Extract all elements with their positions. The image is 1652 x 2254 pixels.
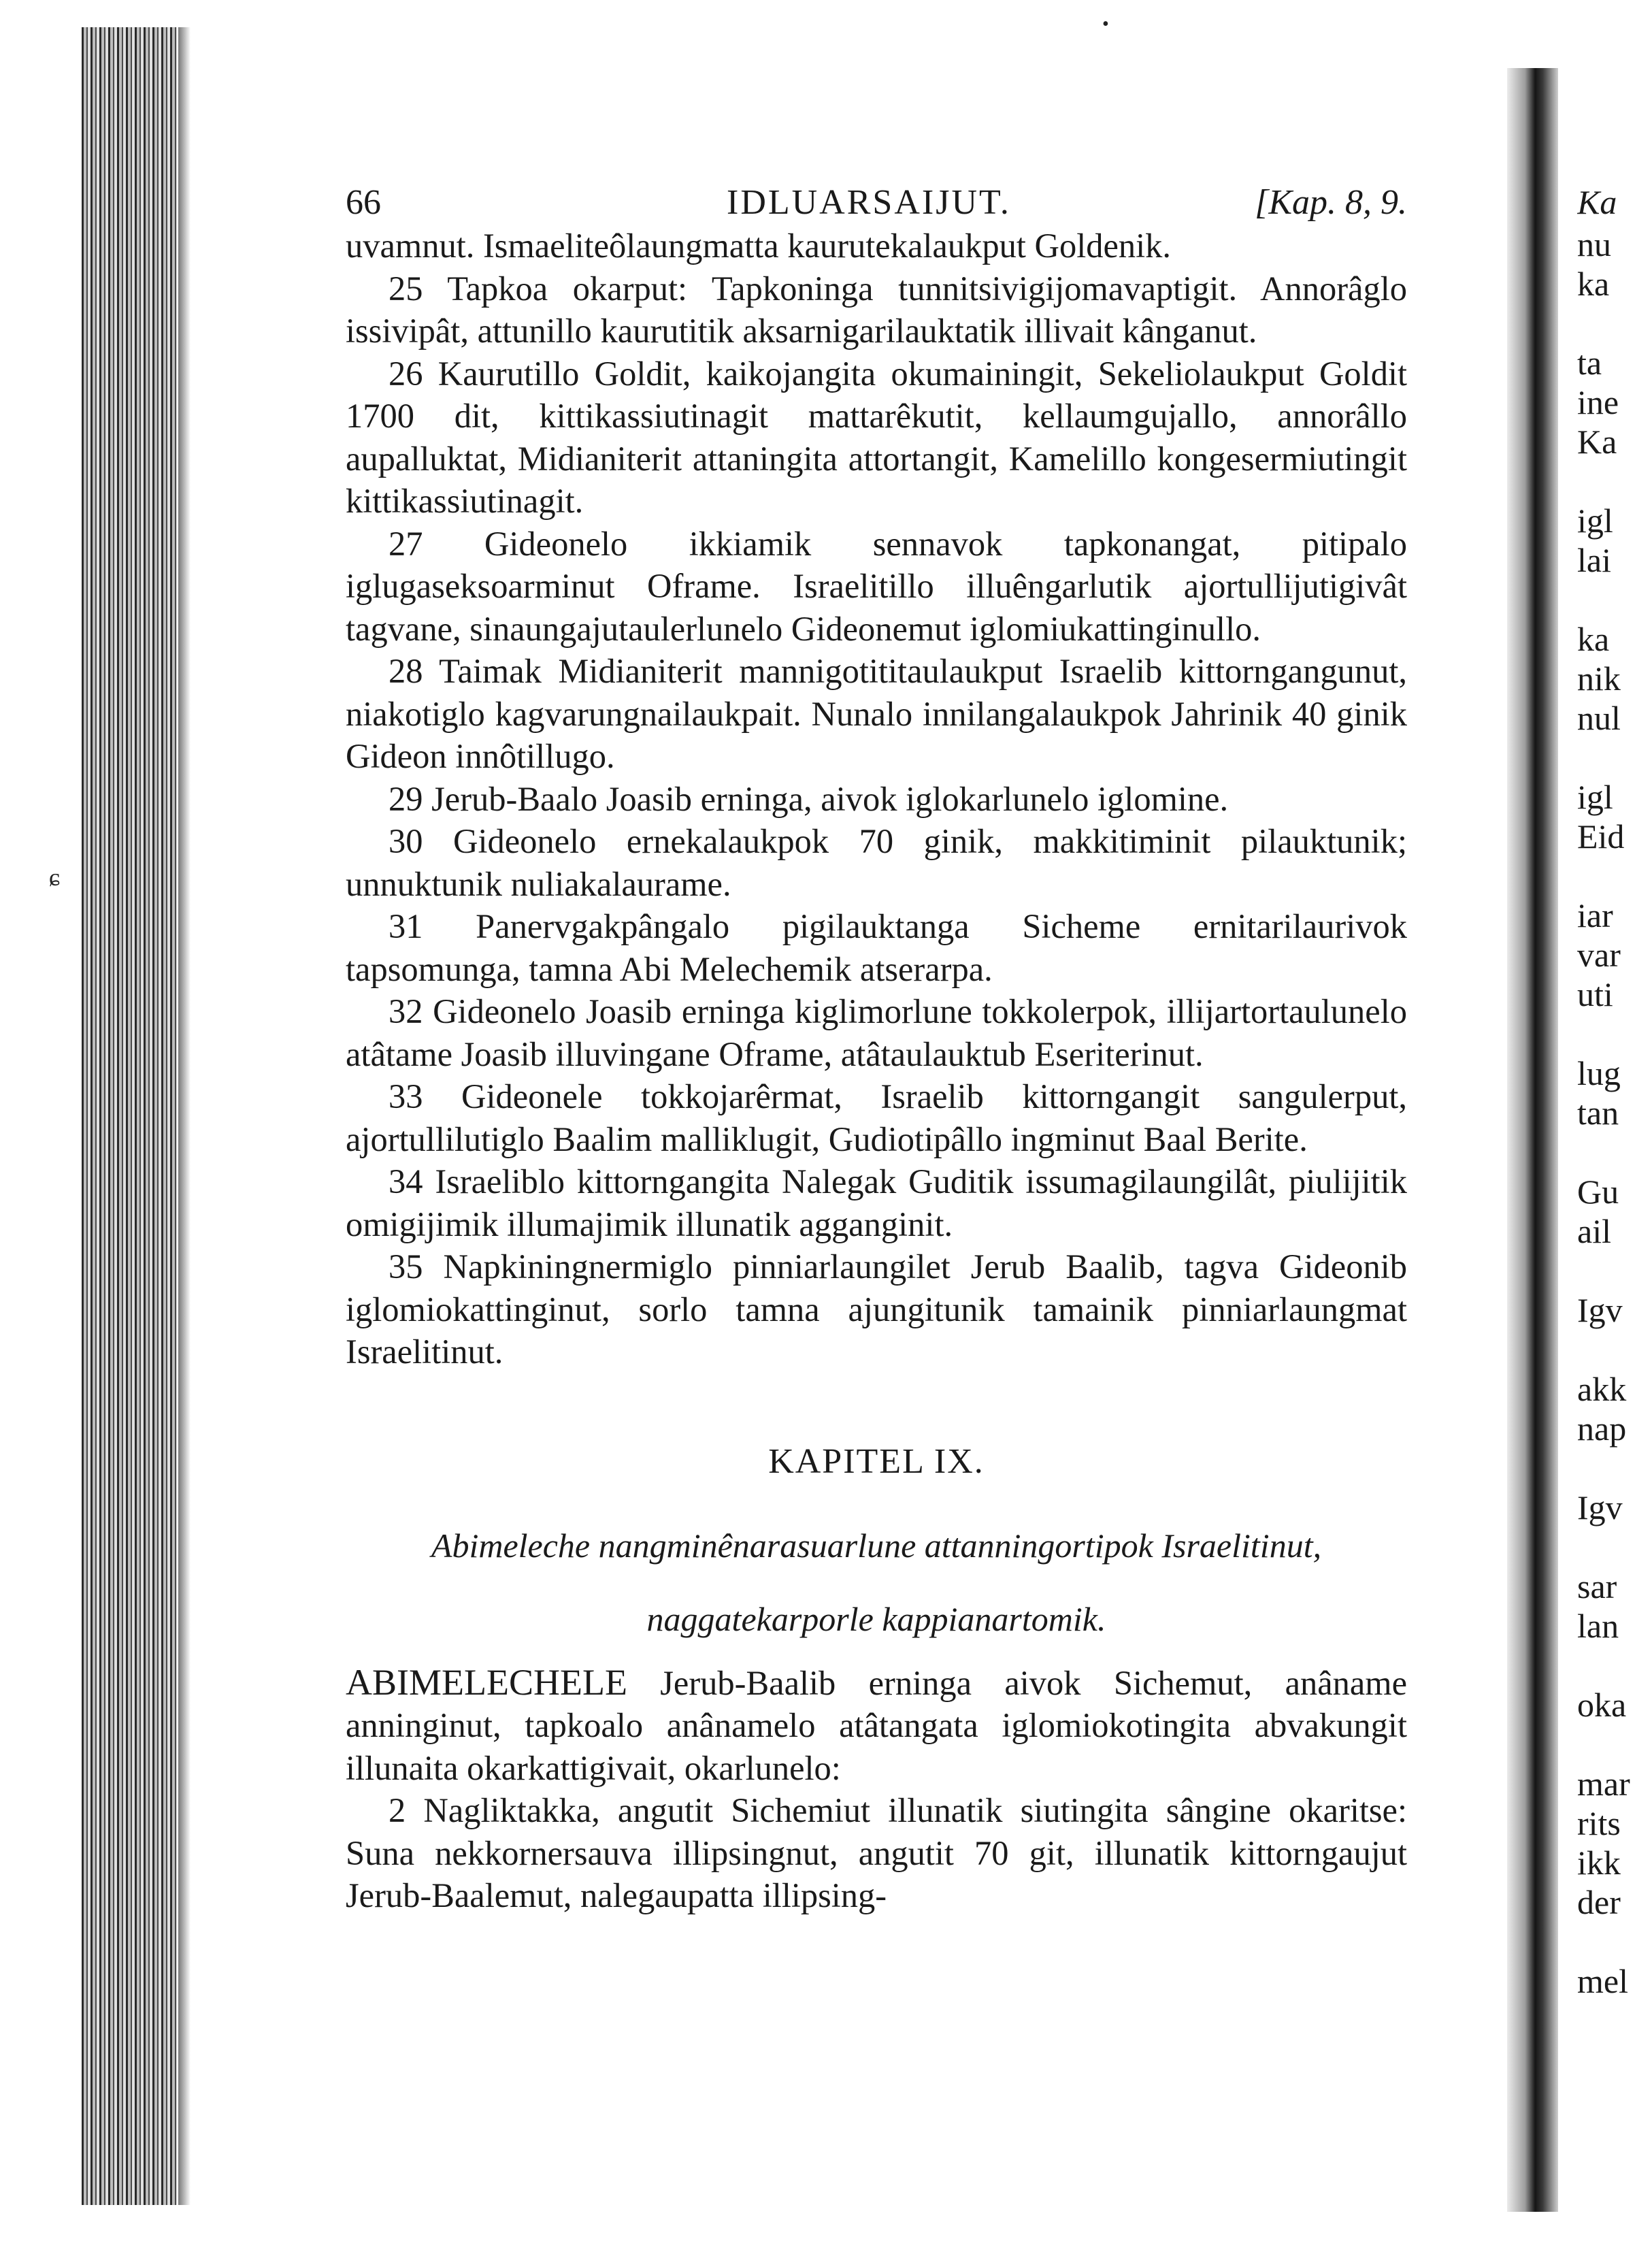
verse-paragraph: 2 Nagliktakka, angutit Sichemiut illunatik siutingita sângine okaritse: Suna nekkornersauva illipsingnut, angutit 70 git, illunatik kittorngaujut Jerub-Baalemut, nalegaupatta illipsing- [346, 1791, 1407, 1914]
facing-page-line: nu [1577, 225, 1611, 263]
facing-page-line: ail [1577, 1212, 1611, 1250]
verse-paragraph: 26 Kaurutillo Goldit, kaikojangita okumainingit, Sekeliolaukput Goldit 1700 dit, kittikassiutinagit mattarêkutit, kellaumgujallo, annorâllo aupalluktat, Midianiterit attaningita attortangit, Kamelillo kongesermiutingit kittikassiutinagit. [346, 354, 1407, 520]
facing-page-line: ta [1577, 344, 1602, 382]
facing-page-line [1577, 1527, 1652, 1567]
facing-page-line [1577, 1251, 1652, 1290]
facing-page-line: iar [1577, 896, 1613, 934]
chapter-summary: Abimeleche nangminênarasuarlune attanningortipok Israelitinut, naggatekarporle kappianartomik. [431, 1526, 1322, 1638]
facing-page-line: Igv [1577, 1488, 1623, 1526]
facing-page-line: lan [1577, 1607, 1619, 1645]
facing-page-line: mel [1577, 1962, 1628, 2000]
verse-paragraph: 34 Israeliblo kittorngangita Nalegak Guditik issumagilaungilât, piulijitik omigijimik illumajimik illunatik agganginit. [346, 1162, 1407, 1243]
facing-page-line: akk [1577, 1370, 1627, 1408]
scan-speck: ɕ [49, 864, 60, 891]
facing-page-line: uti [1577, 975, 1613, 1013]
verse-paragraph: 33 Gideonele tokkojarêrmat, Israelib kittorngangit sangulerput, ajortullilutiglo Baalim malliklugit, Gudiotipâllo ingminut Baal Berite. [346, 1077, 1407, 1158]
verse-paragraph: 31 Panervgakpângalo pigilauktanga Sicheme ernitarilaurivok tapsomunga, tamna Abi Melechemik atserarpa. [346, 907, 1407, 988]
verse-paragraph: 35 Napkiningnermiglo pinniarlaungilet Jerub Baalib, tagva Gideonib iglomiokattinginut, sorlo tamna ajungitunik tamainik pinniarlaungmat Israelitinut. [346, 1247, 1407, 1371]
chapter-reference: [Kap. 8, 9. [1255, 183, 1407, 222]
facing-page-line: lug [1577, 1054, 1621, 1092]
scan-speck: • [1102, 14, 1109, 35]
facing-page-line [1577, 461, 1652, 501]
facing-page-line: var [1577, 936, 1621, 974]
opening-word: ABIMELECHELE [346, 1661, 627, 1703]
page-edge-shadow [178, 27, 191, 2205]
facing-page-line: der [1577, 1883, 1621, 1921]
facing-page-line: Igv [1577, 1291, 1623, 1329]
chapter-9-text [346, 1661, 1407, 1917]
facing-page-line [1577, 738, 1652, 777]
main-page [346, 170, 1407, 1917]
facing-page-line: ka [1577, 265, 1610, 303]
facing-page-line: Ka [1577, 423, 1617, 461]
chapter-8-text [346, 225, 1407, 1373]
facing-page-line [1577, 1646, 1652, 1685]
verse-paragraph: 25 Tapkoa okarput: Tapkoninga tunnitsivigijomavaptigit. Annorâglo issivipât, attunillo kaurutitik aksarnigarilauktatik illivait kânganut. [346, 269, 1407, 350]
running-head [346, 170, 1407, 225]
verse-paragraph [346, 1661, 1407, 1790]
facing-page-line: ikk [1577, 1844, 1621, 1882]
verse-paragraph: 29 Jerub-Baalo Joasib erninga, aivok iglokarlunelo iglomine. [389, 779, 1229, 818]
facing-page-line: mar [1577, 1765, 1630, 1803]
facing-page-line: igl [1577, 778, 1613, 816]
facing-page-line [1577, 304, 1652, 343]
facing-page-line: ka [1577, 620, 1610, 658]
facing-page-line: sar [1577, 1567, 1617, 1605]
facing-page-line [1577, 1922, 1652, 1961]
verse-paragraph: 32 Gideonelo Joasib erninga kiglimorlune tokkolerpok, illijartortaulunelo atâtame Joasib illuvingane Oframe, atâtaulauktub Eseriterinut. [346, 992, 1407, 1073]
page-number: 66 [346, 183, 381, 222]
facing-page-line [1577, 580, 1652, 619]
facing-page-line: igl [1577, 502, 1613, 540]
chapter-heading: KAPITEL IX. [768, 1441, 985, 1481]
facing-page-head: Ka [1577, 183, 1617, 221]
facing-page-line [1577, 1448, 1652, 1488]
facing-page-line: rits [1577, 1804, 1621, 1842]
verse-paragraph: 30 Gideonelo ernekalaukpok 70 ginik, makkitiminit pilauktunik; unnuktunik nuliakalaurame. [346, 822, 1407, 903]
book-spine-shadow [1507, 68, 1558, 2212]
left-page-gutter [82, 27, 177, 2205]
verse-paragraph: uvamnut. Ismaeliteôlaungmatta kaurutekalaukput Goldenik. [346, 227, 1172, 265]
facing-page-line [1577, 1132, 1652, 1172]
facing-page-line [1577, 1725, 1652, 1764]
facing-page-line [1577, 1330, 1652, 1369]
facing-page-line: tan [1577, 1094, 1619, 1132]
facing-page-line: Gu [1577, 1173, 1619, 1211]
facing-page-line [1577, 1014, 1652, 1054]
facing-page-line: lai [1577, 541, 1611, 579]
facing-page-line: Eid [1577, 817, 1625, 855]
facing-page-line: nap [1577, 1409, 1627, 1448]
running-title: IDLUARSAIJUT. [727, 183, 1011, 222]
verse-paragraph: 27 Gideonelo ikkiamik sennavok tapkonangat, pitipalo iglugaseksoarminut Oframe. Israelitillo illuêngarlutik ajortullijutigivât tagvane, sinaungajutaulerlunelo Gideonemut iglomiukattinginullo. [346, 524, 1407, 648]
facing-page-lines [1577, 225, 1652, 2001]
facing-page-line: nik [1577, 659, 1621, 698]
first-verse-text: Jerub-Baalib erninga aivok Sichemut, anâname anninginut, tapkoalo anânamelo atâtangata iglomiokotingita abvakungit illunaita okarkattigivait, okarlunelo: [346, 1663, 1408, 1787]
facing-page-fragment [1577, 170, 1652, 2001]
facing-page-line [1577, 856, 1652, 896]
facing-page-line: ine [1577, 383, 1619, 421]
verse-paragraph: 28 Taimak Midianiterit mannigotititaulaukput Israelib kittorngangunut, niakotiglo kagvarungnailaukpait. Nunalo innilangalaukpok Jahrinik 40 ginik Gideon innôtillugo. [346, 652, 1407, 775]
facing-page-line: nul [1577, 699, 1621, 737]
facing-page-line: oka [1577, 1686, 1627, 1724]
